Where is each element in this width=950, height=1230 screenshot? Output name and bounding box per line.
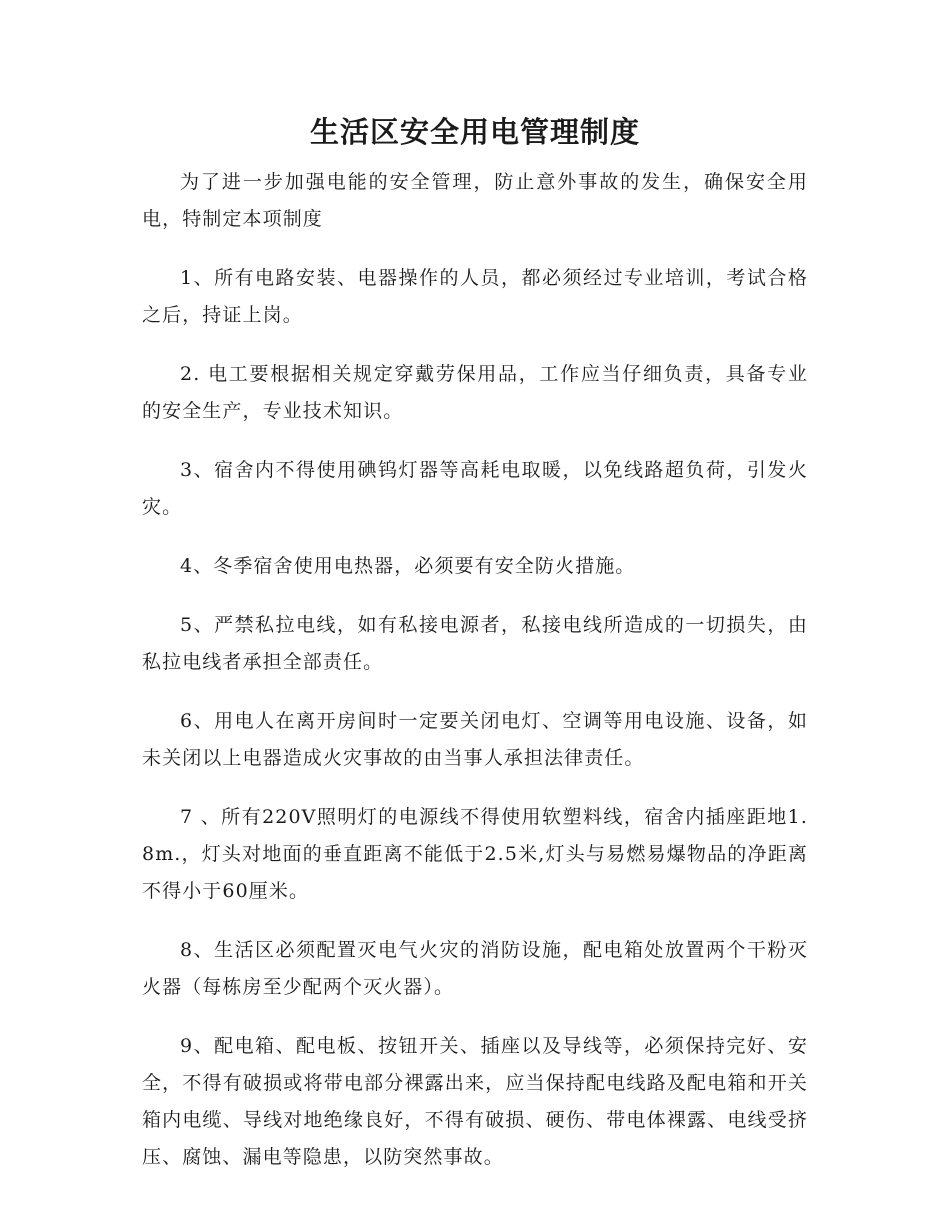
rule-6-paragraph: 6、用电人在离开房间时一定要关闭电灯、空调等用电设施、设备，如未关闭以上电器造成火灾事故的由当事人承担法律责任。	[142, 710, 808, 769]
document-body	[142, 164, 808, 1198]
rule-3-paragraph: 3、宿舍内不得使用碘钨灯器等高耗电取暖，以免线路超负荷，引发火灾。	[142, 459, 808, 518]
rule-2-paragraph: 2. 电工要根据相关规定穿戴劳保用品，工作应当仔细负责，具备专业的安全生产，专业技术知识。	[142, 363, 808, 422]
intro-paragraph: 为了进一步加强电能的安全管理，防止意外事故的发生，确保安全用电，特制定本项制度	[142, 171, 808, 230]
rule-7-paragraph: 7 、所有220V照明灯的电源线不得使用软塑料线，宿舍内插座距地1.8m.，灯头对地面的垂直距离不能低于2.5米,灯头与易燃易爆物品的净距离不得小于60厘米。	[142, 806, 808, 902]
rule-1-paragraph: 1、所有电路安装、电器操作的人员，都必须经过专业培训，考试合格之后，持证上岗。	[142, 267, 808, 326]
rule-5-paragraph: 5、严禁私拉电线，如有私接电源者，私接电线所造成的一切损失，由私拉电线者承担全部责任。	[142, 614, 808, 673]
document-title: 生活区安全用电管理制度	[309, 115, 640, 149]
rule-4-paragraph: 4、冬季宿舍使用电热器，必须要有安全防火措施。	[180, 555, 636, 577]
rule-8-paragraph: 8、生活区必须配置灭电气火灾的消防设施，配电箱处放置两个干粉灭火器（每栋房至少配两个灭火器）。	[142, 939, 808, 998]
rule-9-paragraph: 9、配电箱、配电板、按钮开关、插座以及导线等，必须保持完好、安全，不得有破损或将带电部分裸露出来，应当保持配电线路及配电箱和开关箱内电缆、导线对地绝缘良好，不得有破损、硬伤、带电体裸露、电线受挤压、腐蚀、漏电等隐患，以防突然事故。	[142, 1035, 808, 1168]
